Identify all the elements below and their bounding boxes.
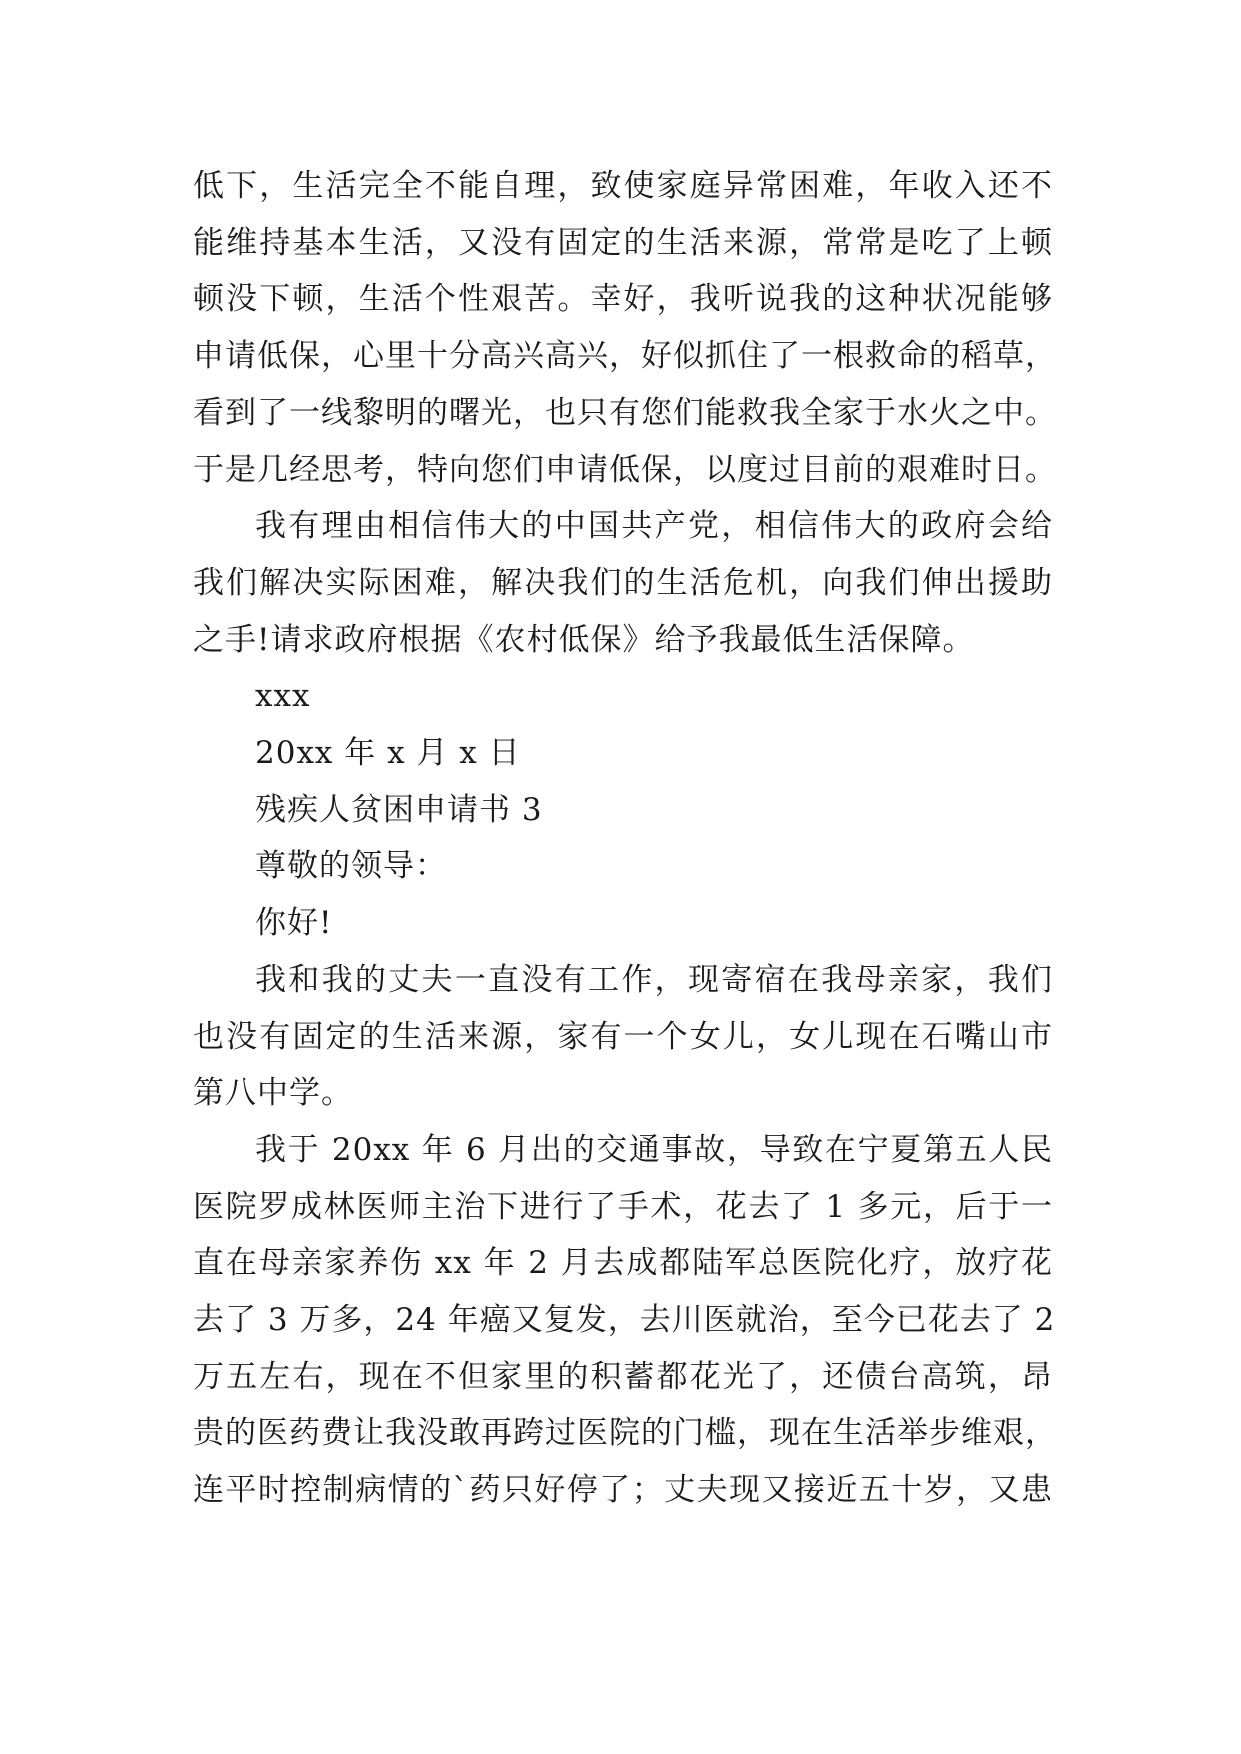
text-line: 能维持基本生活，又没有固定的生活来源，常常是吃了上顿 — [193, 224, 1053, 261]
document-body — [193, 158, 1057, 1519]
text-line: 我和我的丈夫一直没有工作，现寄宿在我母亲家，我们 — [255, 961, 1053, 998]
text-line: xxx — [255, 678, 311, 715]
text-line: 顿没下顿，生活个性艰苦。幸好，我听说我的这种状况能够 — [193, 281, 1053, 318]
text-line: 你好! — [255, 905, 333, 942]
text-line: 看到了一线黎明的曙光，也只有您们能救我全家于水火之中。 — [193, 394, 1057, 431]
text-line: 我于 20xx 年 6 月出的交通事故，导致在宁夏第五人民 — [255, 1131, 1053, 1168]
text-line: 我有理由相信伟大的中国共产党，相信伟大的政府会给 — [255, 508, 1053, 545]
text-line: 第八中学。 — [193, 1075, 353, 1112]
text-line: 于是几经思考，特向您们申请低保，以度过目前的艰难时日。 — [193, 451, 1057, 488]
text-line: 尊敬的领导： — [255, 848, 447, 885]
text-line: 之手!请求政府根据《农村低保》给予我最低生活保障。 — [193, 621, 975, 658]
text-line: 贵的医药费让我没敢再跨过医院的门槛，现在生活举步维艰， — [193, 1415, 1057, 1452]
text-line: 申请低保，心里十分高兴高兴，好似抓住了一根救命的稻草， — [193, 338, 1057, 375]
text-line: 连平时控制病情的`药只好停了；丈夫现又接近五十岁，又患 — [193, 1472, 1053, 1509]
text-line: 我们解决实际困难，解决我们的生活危机，向我们伸出援助 — [193, 564, 1053, 601]
text-line: 20xx 年 x 月 x 日 — [255, 735, 521, 772]
text-line: 残疾人贫困申请书 3 — [255, 791, 543, 828]
text-line: 也没有固定的生活来源，家有一个女儿，女儿现在石嘴山市 — [193, 1018, 1053, 1055]
text-line: 去了 3 万多，24 年癌又复发，去川医就治，至今已花去了 2 — [193, 1302, 1056, 1339]
text-line: 低下，生活完全不能自理，致使家庭异常困难，年收入还不 — [193, 168, 1053, 204]
text-line: 医院罗成林医师主治下进行了手术，花去了 1 多元，后于一 — [193, 1188, 1053, 1225]
text-line: 万五左右，现在不但家里的积蓄都花光了，还债台高筑，昂 — [193, 1358, 1053, 1395]
text-line: 直在母亲家养伤 xx 年 2 月去成都陆军总医院化疗，放疗花 — [193, 1245, 1053, 1282]
